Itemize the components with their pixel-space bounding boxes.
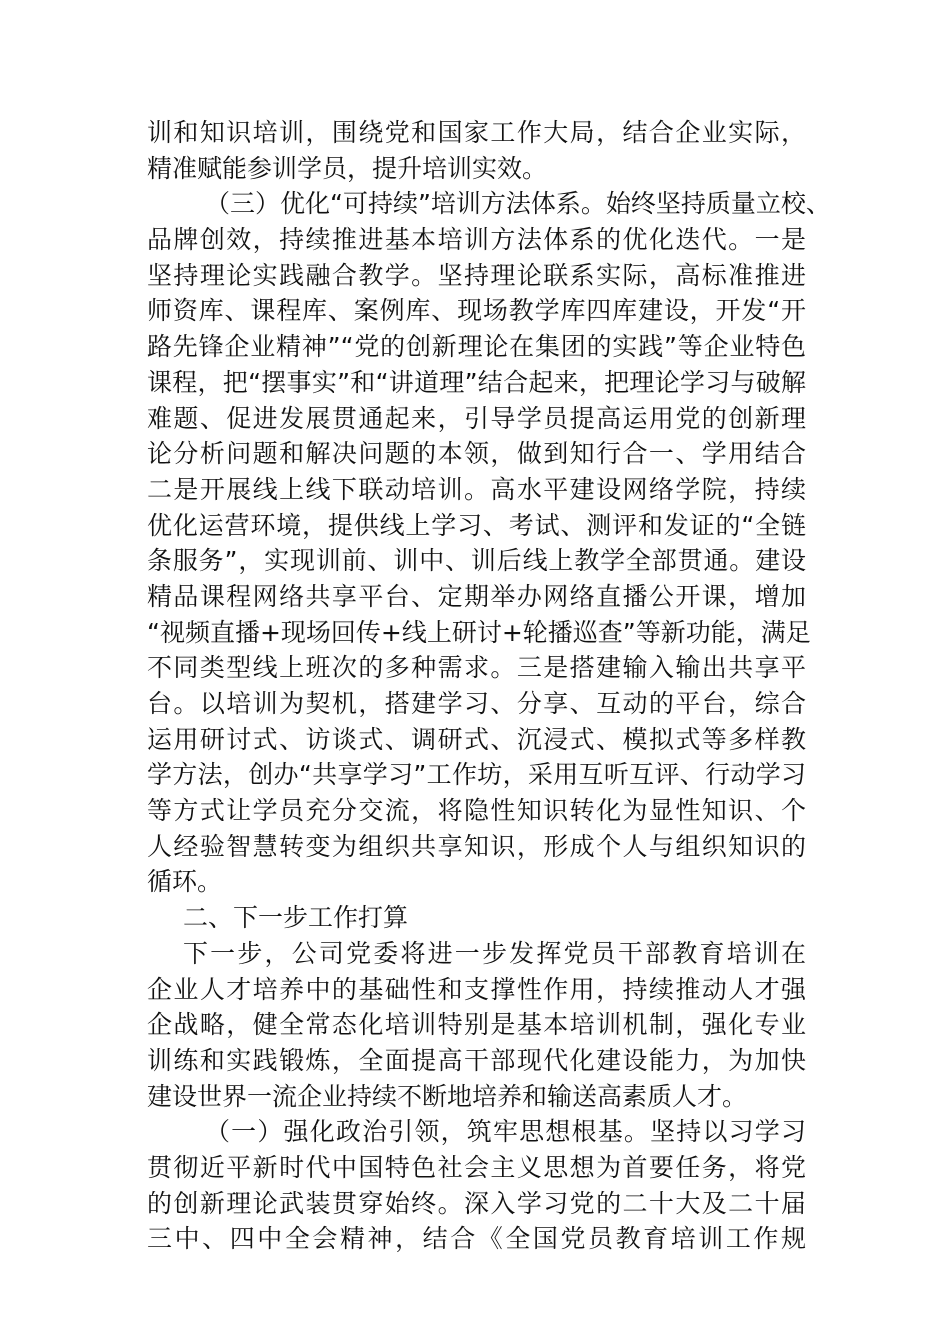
text-line: 路先锋企业精神”“党的创新理论在集团的实践”等企业特色 <box>147 332 806 362</box>
text-line: 等方式让学员充分交流，将隐性知识转化为显性知识、个 <box>147 796 806 826</box>
text-line: 建设世界一流企业持续不断地培养和输送高素质人才。 <box>147 1081 748 1111</box>
text-line: 二、下一步工作打算 <box>183 903 409 933</box>
text-line: 课程，把“摆事实”和“讲道理”结合起来，把理论学习与破解 <box>147 367 806 397</box>
text-line: 学方法，创办“共享学习”工作坊，采用互听互评、行动学习 <box>147 760 806 790</box>
text-line: 下一步，公司党委将进一步发挥党员干部教育培训在 <box>183 938 806 968</box>
text-line: 不同类型线上班次的多种需求。三是搭建输入输出共享平 <box>147 653 806 683</box>
text-line: 精品课程网络共享平台、定期举办网络直播公开课，增加 <box>147 581 806 611</box>
text-line: 坚持理论实践融合教学。坚持理论联系实际，高标准推进 <box>147 260 806 290</box>
text-line: 条服务”，实现训前、训中、训后线上教学全部贯通。建设 <box>147 546 806 576</box>
text-line: 品牌创效，持续推进基本培训方法体系的优化迭代。一是 <box>147 225 806 255</box>
text-line: 循环。 <box>147 867 223 897</box>
text-line: 企战略，健全常态化培训特别是基本培训机制，强化专业 <box>147 1010 806 1040</box>
text-line: 贯彻近平新时代中国特色社会主义思想为首要任务，将党 <box>147 1152 806 1182</box>
text-line: （三）优化“可持续”培训方法体系。始终坚持质量立校、 <box>205 189 831 219</box>
text-line: （一）强化政治引领，筑牢思想根基。坚持以习学习 <box>205 1117 806 1147</box>
text-line: 企业人才培养中的基础性和支撑性作用，持续推动人才强 <box>147 974 806 1004</box>
text-line: 人经验智慧转变为组织共享知识，形成个人与组织知识的 <box>147 831 806 861</box>
document-page <box>147 115 831 1257</box>
text-line: 三中、四中全会精神，结合《全国党员教育培训工作规 <box>147 1224 806 1254</box>
text-line: 难题、促进发展贯通起来，引导学员提高运用党的创新理 <box>147 403 806 433</box>
text-line: 二是开展线上线下联动培训。高水平建设网络学院，持续 <box>147 474 806 504</box>
text-line: 优化运营环境，提供线上学习、考试、测评和发证的“全链 <box>147 510 806 540</box>
text-line: 运用研讨式、访谈式、调研式、沉浸式、模拟式等多样教 <box>147 724 806 754</box>
text-line: 台。以培训为契机，搭建学习、分享、互动的平台，综合 <box>147 689 806 718</box>
text-line: 论分析问题和解决问题的本领，做到知行合一、学用结合 <box>147 439 806 469</box>
text-line: 师资库、课程库、案例库、现场教学库四库建设，开发“开 <box>147 296 806 326</box>
text-line: 训和知识培训，围绕党和国家工作大局，结合企业实际， <box>147 118 806 147</box>
text-line: 精准赋能参训学员，提升培训实效。 <box>147 153 548 183</box>
text-line: “视频直播+现场回传+线上研讨+轮播巡查”等新功能，满足 <box>147 617 811 647</box>
text-line: 训练和实践锻炼，全面提高干部现代化建设能力，为加快 <box>147 1045 806 1075</box>
text-line: 的创新理论武装贯穿始终。深入学习党的二十大及二十届 <box>147 1188 806 1218</box>
